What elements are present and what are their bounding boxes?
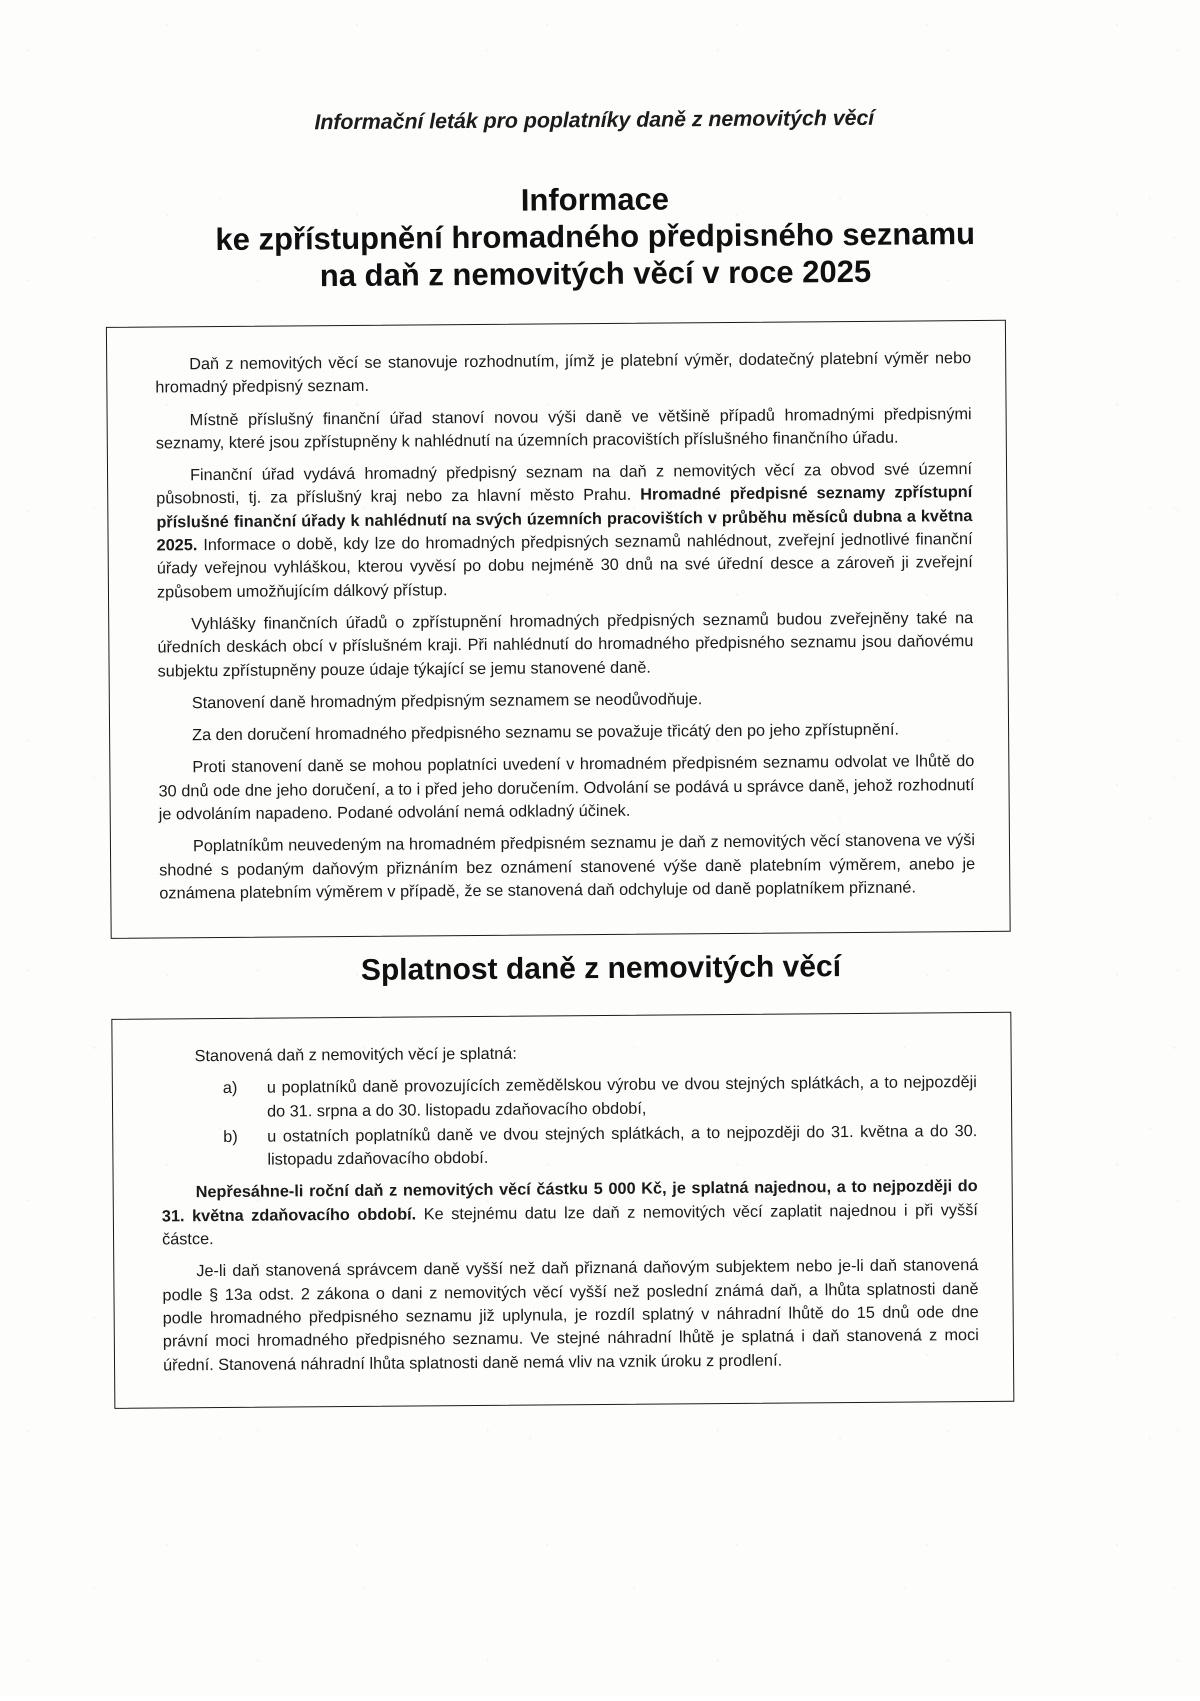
list-item <box>223 1120 978 1172</box>
info-paragraph-5: Stanovení daně hromadným předpisným seznamem se neodůvodňuje. <box>191 690 703 713</box>
payment-box-content <box>112 1013 1013 1398</box>
info-paragraph-3-lead: Finanční úřad vydává hromadný předpisný seznam na daň z nemovitých věcí za obvod své územní působnosti, tj. za příslušný kraj nebo za hlavní město Prahu. <box>156 460 973 508</box>
info-paragraph-2: Místně příslušný finanční úřad stanoví novou výši daně ve většině případů hromadnými předpisnými seznamy, které jsou zpřístupněny k nahlédnutí na územních pracovištích příslušného finančního úřadu. <box>155 404 972 453</box>
list-item-text: u poplatníků daně provozujících zemědělskou výrobu ve dvou stejných splátkách, a to nejpozději do 31. srpna a do 30. listopadu zdaňovacího období, <box>266 1073 977 1121</box>
payment-paragraph-1-tail: Ke stejnému datu lze daň z nemovitých věcí zaplatit najednou i při vyšší částce. <box>161 1200 978 1249</box>
info-paragraph-3-emphasis: Hromadné předpisné seznamy zpřístupní příslušné finanční úřady k nahlédnutí na svých územních pracovištích v průběhu měsíců dubna a května 2025. <box>156 483 973 555</box>
info-paragraph-1: Daň z nemovitých věcí se stanovuje rozhodnutím, jímž je platební výměr, dodatečný platební výměr nebo hromadný předpisný seznam. <box>155 349 972 397</box>
info-paragraph-3-tail: Informace o době, kdy lze do hromadných předpisných seznamů nahlédnout, zveřejní jednotlivé finanční úřady veřejnou vyhláškou, kterou vyvěsí po dobu nejméně 30 dnů na své úřední desce a zároveň ji zveřejní způsobem umožňujícím dálkový přístup. <box>156 530 973 602</box>
payment-intro: Stanovená daň z nemovitých věcí je splatná: <box>194 1044 517 1066</box>
payment-paragraph-2: Je-li daň stanovená správcem daně vyšší než daň přiznaná daňovým subjektem nebo je-li daň stanovená podle § 13a odst. 2 zákona o dani z nemovitých věcí vyšší než poslední známá daň, a lhůta splatnosti daně podle hromadného předpisného seznamu již uplynula, je rozdíl splatný v náhradní lhůtě do 15 dnů ode dne právní moci hromadného předpisného seznamu. Ve stejné náhradní lhůtě je splatná i daň stanovená z moci úřední. Stanovená náhradní lhůta splatnosti daně nemá vliv na vznik úroku z prodlení. <box>162 1256 979 1375</box>
payment-section-heading: Splatnost daně z nemovitých věcí <box>360 950 842 987</box>
list-item-marker: b) <box>223 1127 238 1146</box>
list-item-text: u ostatních poplatníků daně ve dvou stejných splátkách, a to nejpozději do 31. května a do 30. listopadu zdaňovacího období. <box>267 1121 978 1169</box>
page-title <box>0 177 1196 297</box>
payment-paragraph-1-emphasis: Nepřesáhne-li roční daň z nemovitých věcí částku 5 000 Kč, je splatná najednou, a to nejpozději do 31. května zdaňovacího období. <box>161 1177 978 1226</box>
list-item <box>222 1071 977 1123</box>
title-line-2: ke zpřístupnění hromadného předpisného seznamu <box>215 215 976 257</box>
title-line-1: Informace <box>520 181 670 218</box>
information-box <box>106 320 1011 939</box>
leaflet-kicker: Informační leták pro poplatníky daně z nemovitých věcí <box>314 105 875 135</box>
payment-box <box>111 1012 1014 1409</box>
payment-paragraph-1 <box>162 1176 979 1252</box>
info-paragraph-3 <box>156 458 973 604</box>
title-line-3: na daň z nemovitých věcí v roce 2025 <box>319 253 872 293</box>
info-paragraph-4: Vyhlášky finančních úřadů o zpřístupnění hromadných předpisných seznamů budou zveřejněny také na úředních deskách obcí v příslušném kraji. Při nahlédnutí do hromadného předpisného seznamu jsou daňovému subjektu zpřístupněny pouze údaje týkající se jemu stanovené daně. <box>157 609 974 681</box>
information-box-content <box>107 321 1010 926</box>
payment-installments-list <box>161 1071 978 1173</box>
list-item-marker: a) <box>222 1079 238 1098</box>
info-paragraph-6: Za den doručení hromadného předpisného seznamu se považuje třicátý den po jeho zpřístupnění. <box>192 720 900 745</box>
info-paragraph-7: Proti stanovení daně se mohou poplatníci uvedení v hromadném předpisném seznamu odvolat ve lhůtě do 30 dnů ode dne jeho doručení, a to i před jeho doručením. Odvolání se podává u správce daně, jehož rozhodnutí je odvoláním napadeno. Podané odvolání nemá odkladný účinek. <box>158 752 975 824</box>
info-paragraph-8: Poplatníkům neuvedeným na hromadném předpisném seznamu je daň z nemovitých věcí stanovena ve výši shodné s podaným daňovým přiznáním bez oznámení stanovené výše daně platebním výměrem, anebo je oznámena platebním výměrem v případě, že se stanovená daň odchyluje od daně poplatníkem přiznané. <box>159 831 976 903</box>
